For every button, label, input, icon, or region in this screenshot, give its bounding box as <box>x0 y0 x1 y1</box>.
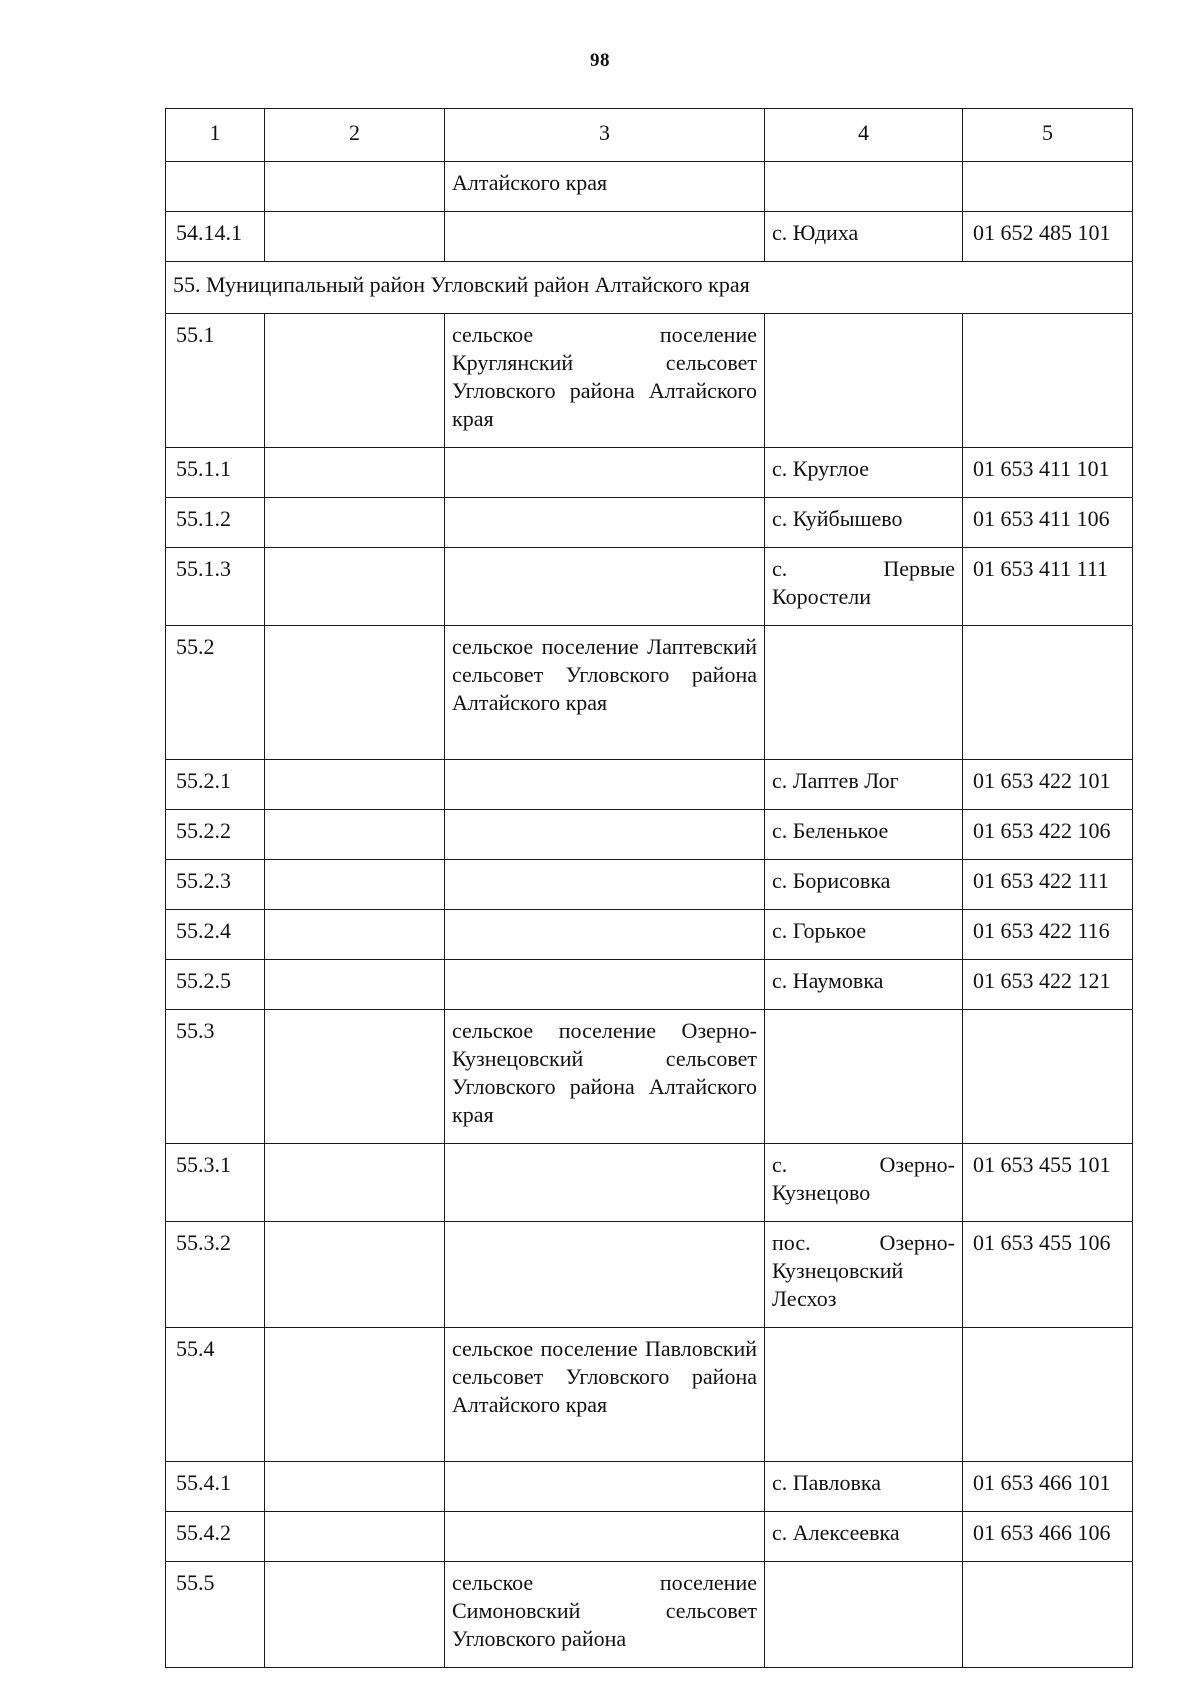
cell-col2 <box>265 626 445 760</box>
cell-oktmo <box>963 314 1133 448</box>
cell-oktmo: 01 653 422 111 <box>963 860 1133 910</box>
cell-settlement: с. Озерно-Кузнецово <box>765 1144 963 1222</box>
cell-municipality <box>445 810 765 860</box>
cell-settlement: с. Юдиха <box>765 212 963 262</box>
column-header: 5 <box>963 109 1133 162</box>
cell-settlement: с. Наумовка <box>765 960 963 1010</box>
cell-col2 <box>265 1144 445 1222</box>
table-row <box>166 1562 1133 1668</box>
cell-col2 <box>265 1462 445 1512</box>
cell-col2 <box>265 498 445 548</box>
table-row <box>166 1328 1133 1462</box>
table-header-row <box>166 109 1133 162</box>
cell-oktmo: 01 653 466 106 <box>963 1512 1133 1562</box>
cell-code: 55.2.1 <box>166 760 265 810</box>
cell-oktmo <box>963 1562 1133 1668</box>
cell-oktmo: 01 653 422 121 <box>963 960 1133 1010</box>
cell-oktmo <box>963 162 1133 212</box>
cell-municipality <box>445 1462 765 1512</box>
cell-municipality <box>445 910 765 960</box>
table-row <box>166 910 1133 960</box>
table-row <box>166 498 1133 548</box>
cell-municipality <box>445 548 765 626</box>
cell-col2 <box>265 448 445 498</box>
cell-municipality <box>445 860 765 910</box>
cell-code: 55.1.2 <box>166 498 265 548</box>
cell-col2 <box>265 162 445 212</box>
cell-code: 55.1.3 <box>166 548 265 626</box>
cell-code: 55.3 <box>166 1010 265 1144</box>
table-row <box>166 1222 1133 1328</box>
cell-col2 <box>265 810 445 860</box>
cell-settlement: с. Борисовка <box>765 860 963 910</box>
cell-code: 55.2.4 <box>166 910 265 960</box>
cell-col2 <box>265 960 445 1010</box>
table-row <box>166 860 1133 910</box>
column-header: 1 <box>166 109 265 162</box>
cell-oktmo: 01 652 485 101 <box>963 212 1133 262</box>
cell-code: 55.4 <box>166 1328 265 1462</box>
cell-municipality <box>445 1144 765 1222</box>
table-row <box>166 960 1133 1010</box>
cell-settlement: с. Горькое <box>765 910 963 960</box>
cell-municipality <box>445 498 765 548</box>
cell-municipality: Алтайского края <box>445 162 765 212</box>
cell-municipality <box>445 212 765 262</box>
cell-col2 <box>265 314 445 448</box>
cell-municipality: сельское поселение Круглянский сельсовет Угловского района Алтайского края <box>445 314 765 448</box>
cell-settlement <box>765 162 963 212</box>
cell-settlement <box>765 1010 963 1144</box>
cell-code: 55.4.1 <box>166 1462 265 1512</box>
cell-col2 <box>265 1010 445 1144</box>
cell-municipality: сельское поселение Озерно-Кузнецовский сельсовет Угловского района Алтайского края <box>445 1010 765 1144</box>
column-header: 4 <box>765 109 963 162</box>
cell-col2 <box>265 1328 445 1462</box>
table-row <box>166 314 1133 448</box>
page-number: 98 <box>590 50 610 71</box>
cell-municipality <box>445 1222 765 1328</box>
cell-municipality: сельское поселение Лаптевский сельсовет Угловского района Алтайского края <box>445 626 765 760</box>
cell-col2 <box>265 548 445 626</box>
cell-col2 <box>265 1562 445 1668</box>
cell-col2 <box>265 212 445 262</box>
cell-settlement: с. Павловка <box>765 1462 963 1512</box>
cell-code: 55.5 <box>166 1562 265 1668</box>
cell-code: 55.3.1 <box>166 1144 265 1222</box>
section-row <box>166 262 1133 314</box>
cell-municipality: сельское поселение Павловский сельсовет Угловского района Алтайского края <box>445 1328 765 1462</box>
cell-oktmo: 01 653 455 106 <box>963 1222 1133 1328</box>
table-row <box>166 1144 1133 1222</box>
table-row <box>166 448 1133 498</box>
table-row <box>166 212 1133 262</box>
cell-municipality <box>445 960 765 1010</box>
cell-settlement: с. Лаптев Лог <box>765 760 963 810</box>
cell-settlement <box>765 1562 963 1668</box>
registry-table <box>165 108 1133 1668</box>
cell-oktmo <box>963 626 1133 760</box>
cell-settlement <box>765 314 963 448</box>
cell-oktmo <box>963 1328 1133 1462</box>
cell-oktmo: 01 653 411 111 <box>963 548 1133 626</box>
cell-code: 55.2.2 <box>166 810 265 860</box>
table-row <box>166 1010 1133 1144</box>
cell-settlement: с. Алексеевка <box>765 1512 963 1562</box>
cell-oktmo: 01 653 422 101 <box>963 760 1133 810</box>
table-row <box>166 810 1133 860</box>
cell-settlement: с. Куйбышево <box>765 498 963 548</box>
cell-code: 55.3.2 <box>166 1222 265 1328</box>
cell-code: 54.14.1 <box>166 212 265 262</box>
cell-code <box>166 162 265 212</box>
cell-municipality <box>445 448 765 498</box>
cell-code: 55.2 <box>166 626 265 760</box>
cell-oktmo: 01 653 422 106 <box>963 810 1133 860</box>
table-row <box>166 548 1133 626</box>
cell-oktmo <box>963 1010 1133 1144</box>
cell-municipality <box>445 760 765 810</box>
cell-settlement: с. Беленькое <box>765 810 963 860</box>
cell-municipality: сельское поселение Симоновский сельсовет Угловского района <box>445 1562 765 1668</box>
cell-settlement: с. Первые Коростели <box>765 548 963 626</box>
section-title: 55. Муниципальный район Угловский район Алтайского края <box>166 262 1133 314</box>
cell-oktmo: 01 653 422 116 <box>963 910 1133 960</box>
table-row <box>166 626 1133 760</box>
cell-code: 55.1 <box>166 314 265 448</box>
cell-code: 55.2.5 <box>166 960 265 1010</box>
cell-municipality <box>445 1512 765 1562</box>
cell-settlement <box>765 1328 963 1462</box>
cell-settlement <box>765 626 963 760</box>
cell-col2 <box>265 910 445 960</box>
cell-col2 <box>265 1222 445 1328</box>
cell-settlement: с. Круглое <box>765 448 963 498</box>
cell-oktmo: 01 653 411 101 <box>963 448 1133 498</box>
column-header: 3 <box>445 109 765 162</box>
cell-col2 <box>265 860 445 910</box>
column-header: 2 <box>265 109 445 162</box>
table-row <box>166 162 1133 212</box>
table-row <box>166 1512 1133 1562</box>
cell-settlement: пос. Озерно-Кузнецовский Лесхоз <box>765 1222 963 1328</box>
cell-col2 <box>265 1512 445 1562</box>
cell-oktmo: 01 653 455 101 <box>963 1144 1133 1222</box>
cell-code: 55.2.3 <box>166 860 265 910</box>
cell-code: 55.4.2 <box>166 1512 265 1562</box>
cell-oktmo: 01 653 411 106 <box>963 498 1133 548</box>
cell-code: 55.1.1 <box>166 448 265 498</box>
cell-col2 <box>265 760 445 810</box>
cell-oktmo: 01 653 466 101 <box>963 1462 1133 1512</box>
table-row <box>166 1462 1133 1512</box>
table-row <box>166 760 1133 810</box>
